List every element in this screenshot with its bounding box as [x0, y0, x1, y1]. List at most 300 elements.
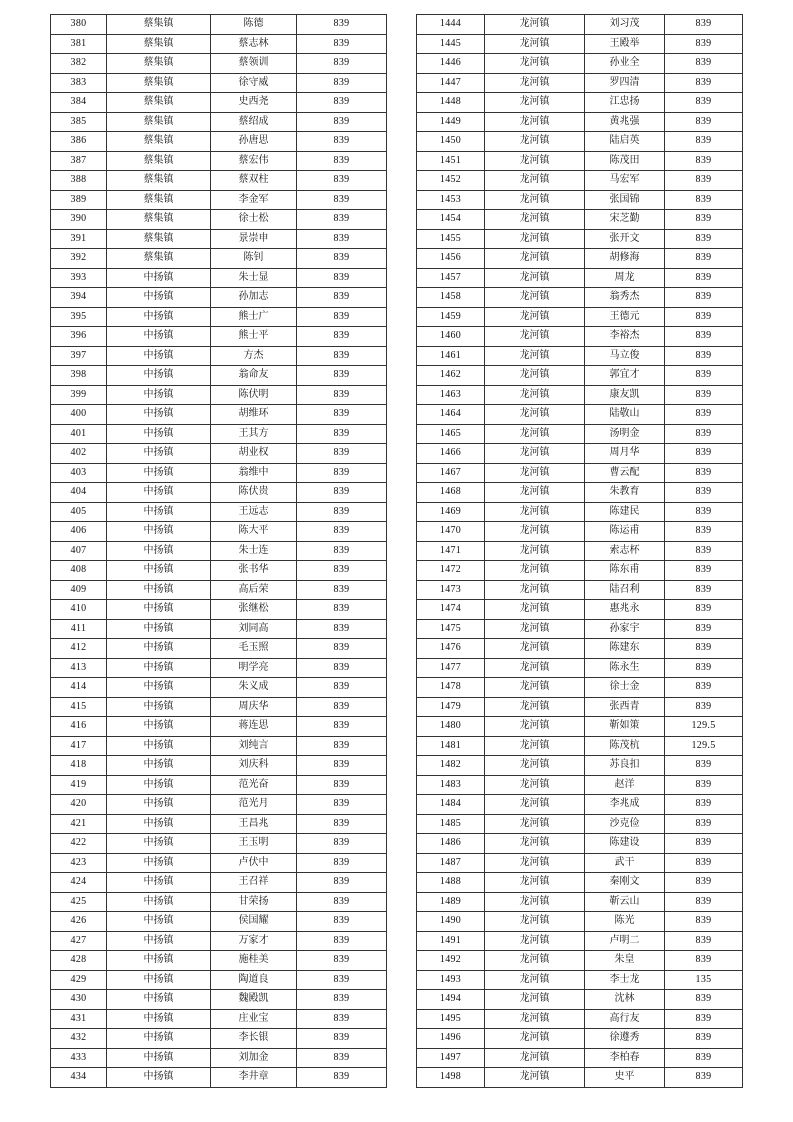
amount-cell: 839	[665, 775, 743, 795]
town-cell: 龙河镇	[485, 249, 585, 269]
row-number: 414	[51, 678, 107, 698]
name-cell: 刘庆科	[211, 756, 297, 776]
name-cell: 武干	[585, 853, 665, 873]
row-number: 1459	[417, 307, 485, 327]
amount-cell: 839	[297, 366, 387, 386]
town-cell: 中扬镇	[107, 795, 211, 815]
amount-cell: 839	[297, 658, 387, 678]
name-cell: 张书华	[211, 561, 297, 581]
amount-cell: 839	[665, 522, 743, 542]
table-row	[417, 268, 743, 288]
amount-cell: 135	[665, 970, 743, 990]
row-number: 427	[51, 931, 107, 951]
row-number: 1463	[417, 385, 485, 405]
town-cell: 中扬镇	[107, 775, 211, 795]
table-row	[51, 210, 387, 230]
table-row	[51, 522, 387, 542]
name-cell: 李长银	[211, 1029, 297, 1049]
table-row	[51, 814, 387, 834]
amount-cell: 839	[665, 405, 743, 425]
amount-cell: 839	[297, 561, 387, 581]
table-row	[51, 756, 387, 776]
amount-cell: 839	[297, 717, 387, 737]
town-cell: 龙河镇	[485, 483, 585, 503]
table-row	[51, 541, 387, 561]
town-cell: 中扬镇	[107, 717, 211, 737]
town-cell: 龙河镇	[485, 658, 585, 678]
amount-cell: 839	[297, 1009, 387, 1029]
table-row	[51, 288, 387, 308]
name-cell: 蔡志林	[211, 34, 297, 54]
row-number: 393	[51, 268, 107, 288]
name-cell: 周庆华	[211, 697, 297, 717]
table-row	[51, 190, 387, 210]
name-cell: 秦刚文	[585, 873, 665, 893]
town-cell: 中扬镇	[107, 580, 211, 600]
table-row	[417, 600, 743, 620]
table-row	[417, 132, 743, 152]
row-number: 430	[51, 990, 107, 1010]
row-number: 1472	[417, 561, 485, 581]
name-cell: 熊士平	[211, 327, 297, 347]
amount-cell: 839	[665, 912, 743, 932]
name-cell: 孙业全	[585, 54, 665, 74]
table-row	[51, 366, 387, 386]
amount-cell: 839	[665, 541, 743, 561]
amount-cell: 839	[297, 756, 387, 776]
table-row	[417, 697, 743, 717]
town-cell: 中扬镇	[107, 1068, 211, 1088]
table-row	[417, 678, 743, 698]
amount-cell: 839	[297, 892, 387, 912]
row-number: 1458	[417, 288, 485, 308]
table-row	[417, 73, 743, 93]
town-cell: 蔡集镇	[107, 151, 211, 171]
row-number: 1479	[417, 697, 485, 717]
table-row	[51, 775, 387, 795]
town-cell: 龙河镇	[485, 1068, 585, 1088]
row-number: 1449	[417, 112, 485, 132]
left-table-body	[51, 15, 387, 1088]
name-cell: 陈建民	[585, 502, 665, 522]
town-cell: 龙河镇	[485, 502, 585, 522]
amount-cell: 839	[665, 697, 743, 717]
row-number: 1481	[417, 736, 485, 756]
table-row	[51, 853, 387, 873]
row-number: 1473	[417, 580, 485, 600]
row-number: 1467	[417, 463, 485, 483]
amount-cell: 839	[297, 229, 387, 249]
table-row	[417, 385, 743, 405]
amount-cell: 839	[297, 190, 387, 210]
amount-cell: 839	[297, 931, 387, 951]
row-number: 1448	[417, 93, 485, 113]
amount-cell: 839	[665, 1048, 743, 1068]
row-number: 401	[51, 424, 107, 444]
table-row	[51, 444, 387, 464]
table-row	[51, 93, 387, 113]
row-number: 411	[51, 619, 107, 639]
amount-cell: 839	[297, 580, 387, 600]
table-row	[417, 639, 743, 659]
amount-cell: 839	[297, 619, 387, 639]
amount-cell: 839	[297, 502, 387, 522]
town-cell: 龙河镇	[485, 1029, 585, 1049]
amount-cell: 129.5	[665, 736, 743, 756]
table-row	[51, 678, 387, 698]
row-number: 399	[51, 385, 107, 405]
amount-cell: 839	[297, 951, 387, 971]
name-cell: 胡维环	[211, 405, 297, 425]
table-row	[51, 892, 387, 912]
row-number: 1456	[417, 249, 485, 269]
town-cell: 龙河镇	[485, 541, 585, 561]
row-number: 416	[51, 717, 107, 737]
row-number: 431	[51, 1009, 107, 1029]
name-cell: 徐士松	[211, 210, 297, 230]
name-cell: 张国锦	[585, 190, 665, 210]
name-cell: 靳云山	[585, 892, 665, 912]
amount-cell: 839	[665, 132, 743, 152]
row-number: 1446	[417, 54, 485, 74]
row-number: 423	[51, 853, 107, 873]
town-cell: 龙河镇	[485, 93, 585, 113]
amount-cell: 839	[665, 229, 743, 249]
amount-cell: 839	[665, 931, 743, 951]
row-number: 419	[51, 775, 107, 795]
table-row	[417, 54, 743, 74]
town-cell: 蔡集镇	[107, 54, 211, 74]
town-cell: 中扬镇	[107, 502, 211, 522]
row-number: 1484	[417, 795, 485, 815]
amount-cell: 839	[665, 54, 743, 74]
table-row	[51, 951, 387, 971]
table-row	[51, 795, 387, 815]
name-cell: 陈钊	[211, 249, 297, 269]
name-cell: 翁秀杰	[585, 288, 665, 308]
town-cell: 龙河镇	[485, 873, 585, 893]
amount-cell: 839	[665, 990, 743, 1010]
amount-cell: 839	[297, 327, 387, 347]
row-number: 1498	[417, 1068, 485, 1088]
table-row	[417, 307, 743, 327]
town-cell: 中扬镇	[107, 912, 211, 932]
row-number: 403	[51, 463, 107, 483]
name-cell: 王殿举	[585, 34, 665, 54]
table-row	[51, 1009, 387, 1029]
row-number: 418	[51, 756, 107, 776]
name-cell: 王其方	[211, 424, 297, 444]
name-cell: 范光奋	[211, 775, 297, 795]
amount-cell: 839	[297, 73, 387, 93]
row-number: 429	[51, 970, 107, 990]
row-number: 1485	[417, 814, 485, 834]
amount-cell: 839	[297, 814, 387, 834]
town-cell: 龙河镇	[485, 678, 585, 698]
row-number: 1455	[417, 229, 485, 249]
amount-cell: 839	[665, 34, 743, 54]
row-number: 1488	[417, 873, 485, 893]
name-cell: 罗四清	[585, 73, 665, 93]
town-cell: 中扬镇	[107, 424, 211, 444]
row-number: 405	[51, 502, 107, 522]
town-cell: 中扬镇	[107, 1009, 211, 1029]
town-cell: 龙河镇	[485, 268, 585, 288]
town-cell: 中扬镇	[107, 970, 211, 990]
table-row	[51, 327, 387, 347]
table-row	[417, 171, 743, 191]
row-number: 1497	[417, 1048, 485, 1068]
name-cell: 徐遵秀	[585, 1029, 665, 1049]
table-row	[417, 795, 743, 815]
town-cell: 龙河镇	[485, 736, 585, 756]
table-row	[417, 522, 743, 542]
table-row	[51, 697, 387, 717]
town-cell: 中扬镇	[107, 288, 211, 308]
town-cell: 龙河镇	[485, 210, 585, 230]
town-cell: 龙河镇	[485, 580, 585, 600]
table-row	[51, 229, 387, 249]
amount-cell: 839	[297, 34, 387, 54]
table-row	[417, 990, 743, 1010]
table-row	[417, 951, 743, 971]
name-cell: 翁维中	[211, 463, 297, 483]
amount-cell: 839	[297, 873, 387, 893]
row-number: 1464	[417, 405, 485, 425]
row-number: 1444	[417, 15, 485, 35]
row-number: 1494	[417, 990, 485, 1010]
town-cell: 中扬镇	[107, 619, 211, 639]
name-cell: 明学亮	[211, 658, 297, 678]
amount-cell: 839	[297, 307, 387, 327]
name-cell: 高行友	[585, 1009, 665, 1029]
name-cell: 甘荣扬	[211, 892, 297, 912]
row-number: 1480	[417, 717, 485, 737]
table-row	[417, 288, 743, 308]
name-cell: 赵洋	[585, 775, 665, 795]
row-number: 407	[51, 541, 107, 561]
amount-cell: 839	[665, 639, 743, 659]
town-cell: 中扬镇	[107, 268, 211, 288]
name-cell: 张西青	[585, 697, 665, 717]
row-number: 1452	[417, 171, 485, 191]
amount-cell: 839	[297, 970, 387, 990]
amount-cell: 839	[665, 1009, 743, 1029]
amount-cell: 839	[665, 658, 743, 678]
table-row	[51, 171, 387, 191]
table-row	[51, 112, 387, 132]
row-number: 1447	[417, 73, 485, 93]
amount-cell: 839	[665, 268, 743, 288]
town-cell: 龙河镇	[485, 34, 585, 54]
table-row	[417, 814, 743, 834]
town-cell: 龙河镇	[485, 190, 585, 210]
row-number: 412	[51, 639, 107, 659]
amount-cell: 839	[297, 600, 387, 620]
town-cell: 中扬镇	[107, 522, 211, 542]
row-number: 1482	[417, 756, 485, 776]
table-row	[417, 912, 743, 932]
name-cell: 王远志	[211, 502, 297, 522]
town-cell: 中扬镇	[107, 366, 211, 386]
name-cell: 朱义成	[211, 678, 297, 698]
amount-cell: 839	[297, 834, 387, 854]
name-cell: 刘习茂	[585, 15, 665, 35]
table-row	[417, 112, 743, 132]
amount-cell: 839	[297, 171, 387, 191]
row-number: 394	[51, 288, 107, 308]
town-cell: 蔡集镇	[107, 229, 211, 249]
town-cell: 龙河镇	[485, 73, 585, 93]
town-cell: 中扬镇	[107, 814, 211, 834]
town-cell: 龙河镇	[485, 639, 585, 659]
row-number: 1454	[417, 210, 485, 230]
row-number: 1492	[417, 951, 485, 971]
name-cell: 范光月	[211, 795, 297, 815]
name-cell: 卢伏中	[211, 853, 297, 873]
row-number: 404	[51, 483, 107, 503]
amount-cell: 839	[297, 385, 387, 405]
amount-cell: 839	[665, 210, 743, 230]
town-cell: 龙河镇	[485, 327, 585, 347]
amount-cell: 839	[665, 249, 743, 269]
table-row	[417, 892, 743, 912]
amount-cell: 839	[297, 795, 387, 815]
town-cell: 龙河镇	[485, 834, 585, 854]
table-row	[417, 775, 743, 795]
town-cell: 中扬镇	[107, 756, 211, 776]
table-row	[51, 580, 387, 600]
name-cell: 张开文	[585, 229, 665, 249]
town-cell: 蔡集镇	[107, 34, 211, 54]
amount-cell: 839	[665, 483, 743, 503]
name-cell: 康友凯	[585, 385, 665, 405]
name-cell: 黄兆强	[585, 112, 665, 132]
amount-cell: 839	[665, 678, 743, 698]
town-cell: 龙河镇	[485, 522, 585, 542]
name-cell: 王玉明	[211, 834, 297, 854]
name-cell: 蔡宏伟	[211, 151, 297, 171]
name-cell: 陈伏明	[211, 385, 297, 405]
amount-cell: 839	[297, 1048, 387, 1068]
table-row	[417, 931, 743, 951]
town-cell: 中扬镇	[107, 463, 211, 483]
town-cell: 龙河镇	[485, 970, 585, 990]
table-row	[51, 151, 387, 171]
town-cell: 蔡集镇	[107, 73, 211, 93]
amount-cell: 839	[297, 1068, 387, 1088]
row-number: 1495	[417, 1009, 485, 1029]
table-row	[417, 717, 743, 737]
name-cell: 汤明金	[585, 424, 665, 444]
amount-cell: 839	[297, 151, 387, 171]
town-cell: 龙河镇	[485, 756, 585, 776]
name-cell: 施桂美	[211, 951, 297, 971]
town-cell: 龙河镇	[485, 814, 585, 834]
row-number: 428	[51, 951, 107, 971]
name-cell: 万家才	[211, 931, 297, 951]
table-row	[417, 853, 743, 873]
amount-cell: 839	[665, 385, 743, 405]
name-cell: 刘加金	[211, 1048, 297, 1068]
table-row	[51, 912, 387, 932]
table-row	[417, 229, 743, 249]
name-cell: 苏良扣	[585, 756, 665, 776]
name-cell: 李裕杰	[585, 327, 665, 347]
town-cell: 龙河镇	[485, 229, 585, 249]
name-cell: 宋芝勤	[585, 210, 665, 230]
row-number: 1493	[417, 970, 485, 990]
table-row	[417, 619, 743, 639]
amount-cell: 839	[665, 444, 743, 464]
town-cell: 中扬镇	[107, 1029, 211, 1049]
name-cell: 马宏军	[585, 171, 665, 191]
table-row	[417, 463, 743, 483]
table-row	[51, 346, 387, 366]
town-cell: 中扬镇	[107, 951, 211, 971]
town-cell: 龙河镇	[485, 151, 585, 171]
amount-cell: 839	[665, 93, 743, 113]
name-cell: 蒋连思	[211, 717, 297, 737]
town-cell: 中扬镇	[107, 736, 211, 756]
amount-cell: 839	[297, 522, 387, 542]
row-number: 391	[51, 229, 107, 249]
amount-cell: 839	[665, 1029, 743, 1049]
town-cell: 龙河镇	[485, 795, 585, 815]
table-row	[417, 658, 743, 678]
row-number: 1462	[417, 366, 485, 386]
amount-cell: 839	[665, 580, 743, 600]
name-cell: 陈建设	[585, 834, 665, 854]
name-cell: 周月华	[585, 444, 665, 464]
name-cell: 徐士金	[585, 678, 665, 698]
row-number: 420	[51, 795, 107, 815]
row-number: 396	[51, 327, 107, 347]
amount-cell: 839	[665, 892, 743, 912]
amount-cell: 839	[665, 795, 743, 815]
table-row	[417, 424, 743, 444]
name-cell: 史西尧	[211, 93, 297, 113]
table-row	[51, 658, 387, 678]
amount-cell: 839	[297, 112, 387, 132]
name-cell: 陈永生	[585, 658, 665, 678]
row-number: 1476	[417, 639, 485, 659]
right-table	[416, 14, 743, 1088]
row-number: 384	[51, 93, 107, 113]
row-number: 409	[51, 580, 107, 600]
amount-cell: 839	[297, 15, 387, 35]
town-cell: 龙河镇	[485, 1009, 585, 1029]
town-cell: 中扬镇	[107, 561, 211, 581]
amount-cell: 839	[297, 210, 387, 230]
name-cell: 陆敬山	[585, 405, 665, 425]
town-cell: 龙河镇	[485, 619, 585, 639]
row-number: 398	[51, 366, 107, 386]
name-cell: 蔡领训	[211, 54, 297, 74]
table-row	[51, 873, 387, 893]
name-cell: 史平	[585, 1068, 665, 1088]
row-number: 388	[51, 171, 107, 191]
row-number: 1469	[417, 502, 485, 522]
table-row	[51, 931, 387, 951]
row-number: 1461	[417, 346, 485, 366]
amount-cell: 839	[665, 366, 743, 386]
name-cell: 李兆成	[585, 795, 665, 815]
name-cell: 陆启英	[585, 132, 665, 152]
name-cell: 郭宜才	[585, 366, 665, 386]
town-cell: 龙河镇	[485, 54, 585, 74]
table-row	[51, 15, 387, 35]
